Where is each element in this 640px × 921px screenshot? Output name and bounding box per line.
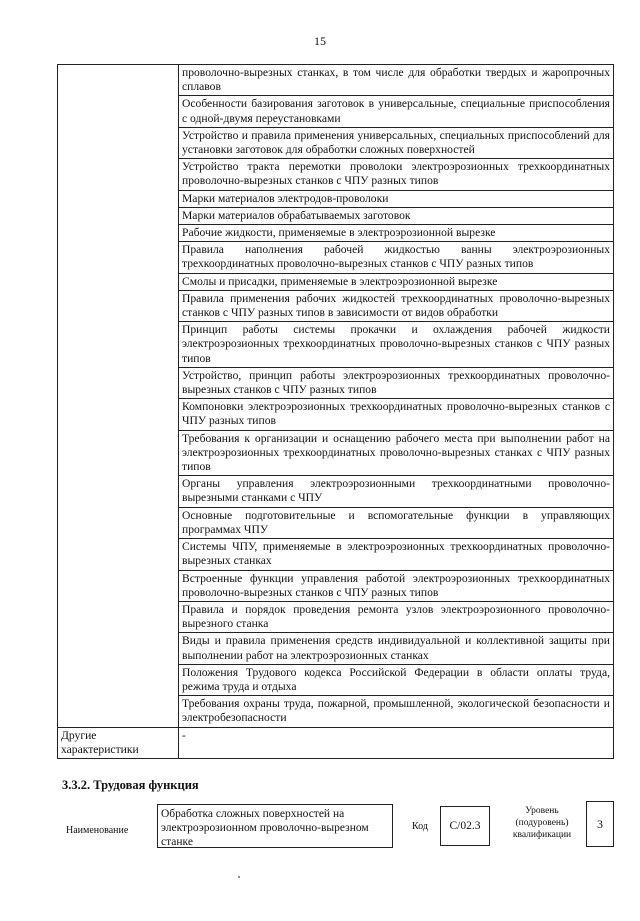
knowledge-item: Виды и правила применения средств индивидуальной и коллективной защиты при выполнении работ на электроэрозионных станках	[179, 633, 614, 664]
labor-function-header	[0, 800, 640, 860]
scan-speck	[238, 876, 240, 878]
name-label: Наименование	[66, 825, 129, 836]
knowledge-item: Требования охраны труда, пожарной, промышленной, экологической безопасности и электробезопасности	[179, 696, 614, 727]
code-value-box: C/02.3	[440, 806, 490, 846]
knowledge-item: Принцип работы системы прокачки и охлаждения рабочей жидкости электроэрозионных трехкоординатных проволочно-вырезных станков с ЧПУ разных типов	[179, 322, 614, 368]
knowledge-item: Компоновки электроэрозионных трехкоординатных проволочно-вырезных станков с ЧПУ разных типов	[179, 399, 614, 430]
other-characteristics-label: Другие характеристики	[58, 727, 179, 758]
knowledge-item: Марки материалов обрабатываемых заготовок	[179, 207, 614, 224]
section-heading: 3.3.2. Трудовая функция	[62, 778, 199, 792]
qualification-level-box: 3	[586, 801, 614, 847]
knowledge-item: Устройство, принцип работы электроэрозионных трехкоординатных проволочно-вырезных станков с ЧПУ разных типов	[179, 367, 614, 398]
page-number: 15	[314, 34, 326, 48]
knowledge-item: Правила и порядок проведения ремонта узлов электроэрозионного проволочно-вырезного станка	[179, 601, 614, 632]
knowledge-item: проволочно-вырезных станках, в том числе для обработки твердых и жаропрочных сплавов	[179, 65, 614, 96]
table-row	[58, 727, 614, 758]
knowledge-item: Положения Трудового кодекса Российской Федерации в области оплаты труда, режима труда и отдыха	[179, 664, 614, 695]
knowledge-item: Устройство тракта перемотки проволоки электроэрозионных трехкоординатных проволочно-вырезных станков с ЧПУ разных типов	[179, 159, 614, 190]
knowledge-item: Требования к организации и оснащению рабочего места при выполнении работ на электроэрозионных трехкоординатных проволочно-вырезных станках с ЧПУ разных типов	[179, 430, 614, 476]
code-label: Код	[412, 821, 428, 832]
knowledge-item: Рабочие жидкости, применяемые в электроэрозионной вырезке	[179, 225, 614, 242]
knowledge-item: Марки материалов электродов-проволоки	[179, 190, 614, 207]
table-row	[58, 65, 614, 96]
knowledge-item: Правила наполнения рабочей жидкостью ванны электроэрозионных трехкоординатных проволочно-вырезных станков с ЧПУ разных типов	[179, 242, 614, 273]
other-characteristics-value: -	[179, 727, 614, 758]
knowledge-item: Встроенные функции управления работой электроэрозионных трехкоординатных проволочно-вырезных станков с ЧПУ разных типов	[179, 570, 614, 601]
knowledge-item: Смолы и присадки, применяемые в электроэрозионной вырезке	[179, 273, 614, 290]
knowledge-item: Органы управления электроэрозионными трехкоординатными проволочно-вырезными станками с ЧПУ	[179, 476, 614, 507]
knowledge-label-cell	[58, 65, 179, 728]
qualification-level-label: Уровень (подуровень) квалификации	[512, 806, 572, 840]
knowledge-item: Системы ЧПУ, применяемые в электроэрозионных трехкоординатных проволочно-вырезных станках	[179, 539, 614, 570]
knowledge-item: Основные подготовительные и вспомогательные функции в управляющих программах ЧПУ	[179, 507, 614, 538]
knowledge-item: Особенности базирования заготовок в универсальные, специальные приспособления с одной-двумя переустановками	[179, 96, 614, 127]
name-value-box: Обработка сложных поверхностей на электроэрозионном проволочно-вырезном станке	[157, 804, 393, 848]
knowledge-item: Устройство и правила применения универсальных, специальных приспособлений для установки заготовок для обработки сложных поверхностей	[179, 127, 614, 158]
required-knowledge-table	[57, 64, 614, 759]
knowledge-item: Правила применения рабочих жидкостей трехкоординатных проволочно-вырезных станков с ЧПУ разных типов в зависимости от видов обработки	[179, 290, 614, 321]
